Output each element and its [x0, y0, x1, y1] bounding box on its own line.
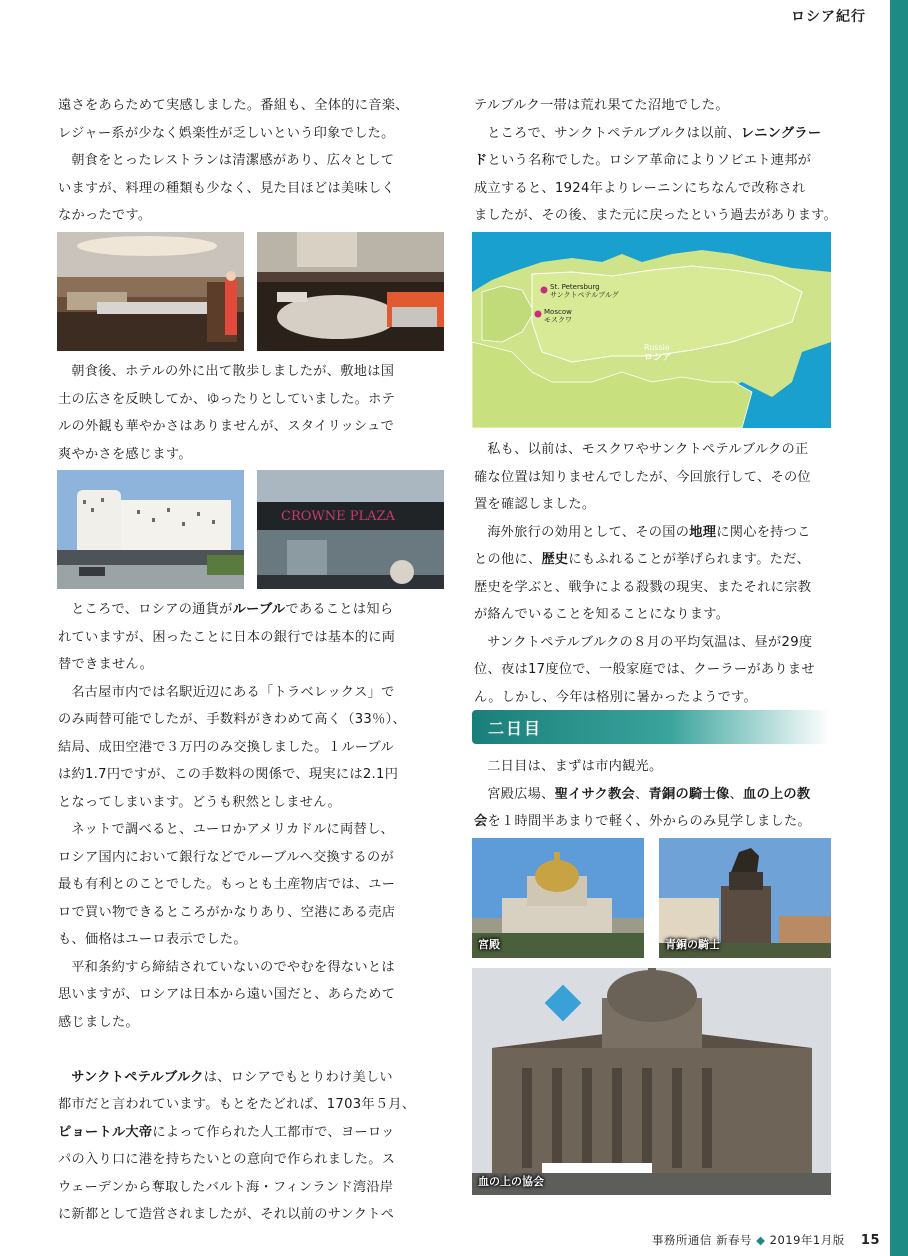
paragraph-line: 最も有利とのことでした。もっとも土産物店では、ユー	[58, 877, 396, 892]
paragraph-line: ん。しかし、今年は格別に暑かったようです。	[474, 689, 757, 705]
page-footer	[652, 1232, 880, 1248]
paragraph-line: 位、夜は17度位で、一般家庭では、クーラーがありませ	[474, 662, 815, 677]
hotel-exterior-photo	[57, 470, 244, 589]
section-heading-label: 二日目	[488, 719, 543, 738]
svg-text:CROWNE PLAZA: CROWNE PLAZA	[281, 509, 395, 524]
spacer	[58, 1036, 438, 1064]
map-label-russia-en: Russia	[644, 343, 670, 352]
paragraph-line: ピョートル大帝によって作られた人工都市で、ヨーロッ	[58, 1124, 395, 1140]
palace-photo	[472, 838, 644, 958]
paragraph-line: ルの外観も華やかさはありませんが、スタイリッシュで	[58, 419, 395, 434]
paragraph-line: 二日目は、まずは市内観光。	[487, 759, 663, 774]
paragraph-line: ロで買い物できるところがかなりあり、空港にある売店	[58, 904, 396, 920]
paragraph-line: レジャー系が少なく娯楽性が乏しいという印象でした。	[58, 125, 395, 141]
paragraph-line: も、価格はユーロ表示でした。	[58, 932, 247, 947]
paragraph-line: パの入り口に港を持ちたいとの意向で作られました。ス	[58, 1152, 396, 1167]
paragraph-line: 平和条約すら締結されていないのでやむを得ないとは	[71, 959, 395, 975]
paragraph-line: テルブルク一帯は荒れ果てた沼地でした。	[474, 98, 729, 113]
paragraph-line: 宮殿広場、聖イサク教会、青銅の騎士像、血の上の教	[487, 786, 811, 802]
paragraph-line: ロシア国内において銀行などでルーブルへ交換するのが	[58, 849, 394, 865]
russia-map	[472, 232, 831, 428]
footer-diamond-icon: ◆	[756, 1233, 766, 1247]
paragraph-line: ネットで調べると、ユーロかアメリカドルに両替し、	[71, 822, 394, 837]
paragraph-line: サンクトペテルブルクの８月の平均気温は、昼が29度	[487, 634, 813, 650]
paragraph-line: との他に、歴史にもふれることが挙げられます。ただ、	[474, 552, 811, 567]
paragraph-line: が絡んでいることを知ることになります。	[474, 607, 730, 622]
paragraph-line: となってしまいます。どうも釈然としません。	[58, 794, 341, 810]
page-number: 15	[860, 1233, 880, 1248]
left-column-middle	[58, 358, 438, 468]
paragraph-line: 爽やかさを感じます。	[58, 446, 192, 462]
paragraph-line: いますが、料理の種類も少なく、見た目ほどは美味しく	[58, 180, 395, 196]
paragraph-line: ドという名称でした。ロシア革命によりソビエト連邦が	[474, 153, 812, 168]
photo-caption-church: 血の上の協会	[478, 1175, 544, 1188]
paragraph-line: 確な位置は知りませんでしたが、今回旅行して、その位	[474, 469, 811, 485]
bronze-horseman-photo	[659, 838, 831, 958]
footer-date: 2019年1月版	[769, 1233, 845, 1247]
map-label-moscow-ja: モスクワ	[544, 316, 572, 324]
photo-caption-palace: 宮殿	[478, 938, 500, 951]
paragraph-line: に新都として造営されましたが、それ以前のサンクトペ	[58, 1207, 395, 1222]
paragraph-line: 朝食後、ホテルの外に出て散歩しましたが、敷地は国	[71, 364, 395, 379]
paragraph-line: 遠さをあらためて実感しました。番組も、全体的に音楽、	[58, 98, 409, 113]
paragraph-line: ところで、ロシアの通貨がルーブルであることは知ら	[71, 602, 394, 617]
sidebar-accent-bar	[890, 0, 908, 1256]
map-label-russia-ja: ロシア	[644, 353, 672, 363]
left-column-bottom	[58, 596, 438, 1229]
paragraph-line: なかったです。	[58, 208, 152, 223]
map-label-spb-ja: サンクトペテルブルグ	[550, 291, 619, 299]
paragraph-line: 都市だと言われています。もとをたどれば、1703年５月、	[58, 1097, 416, 1112]
paragraph-line: ウェーデンから奪取したバルト海・フィンランド湾沿岸	[58, 1179, 394, 1195]
left-column-top	[58, 92, 438, 230]
restaurant-photo-1	[57, 232, 244, 351]
paragraph-line: 海外旅行の効用として、その国の地理に関心を持つこ	[487, 524, 811, 540]
paragraph-line: ところで、サンクトペテルブルクは以前、レニングラー	[487, 125, 822, 141]
paragraph-line: 朝食をとったレストランは清潔感があり、広々として	[71, 153, 395, 168]
paragraph-line: のみ両替可能でしたが、手数料がきわめて高く（33％）、	[58, 712, 406, 727]
paragraph-line: 名古屋市内では名駅近辺にある「トラベレックス」で	[71, 684, 395, 700]
map-label-moscow-en: Moscow	[544, 308, 572, 316]
paragraph-line: 思いますが、ロシアは日本から遠い国だと、あらためて	[58, 987, 396, 1002]
paragraph-line: 替できません。	[58, 657, 154, 672]
paragraph-line: 感じました。	[58, 1014, 139, 1030]
photo-caption-bronze-horseman: 青銅の騎士	[665, 938, 720, 951]
restaurant-photo-2	[257, 232, 444, 351]
crowne-plaza-photo	[257, 470, 444, 589]
right-column-middle	[474, 436, 834, 711]
paragraph-line: は約1.7円ですが、この手数料の関係で、現実には2.1円	[58, 767, 399, 782]
church-photo	[472, 968, 831, 1195]
paragraph-line: 結局、成田空港で３万円のみ交換しました。１ルーブル	[58, 739, 394, 755]
section-title: ロシア紀行	[791, 9, 866, 25]
paragraph-line: 会を１時間半あまりで軽く、外からのみ見学しました。	[474, 814, 811, 829]
right-column-top	[474, 92, 838, 230]
paragraph-line: 置を確認しました。	[474, 497, 596, 512]
paragraph-line: 成立すると、1924年よりレーニンにちなんで改称され	[474, 180, 806, 196]
paragraph-line: れていますが、困ったことに日本の銀行では基本的に両	[58, 629, 396, 645]
paragraph-line: 私も、以前は、モスクワやサンクトペテルブルクの正	[487, 442, 809, 457]
map-label-spb-en: St. Petersburg	[550, 283, 600, 291]
section-heading-day-two	[472, 710, 830, 744]
paragraph-line: 歴史を学ぶと、戦争による殺戮の現実、またそれに宗教	[474, 579, 812, 595]
paragraph-line: 土の広さを反映してか、ゆったりとしていました。ホテ	[58, 391, 396, 407]
footer-publication: 事務所通信 新春号	[651, 1233, 752, 1247]
right-column-bottom	[474, 753, 834, 836]
paragraph-line: サンクトペテルブルクは、ロシアでもとりわけ美しい	[71, 1069, 393, 1085]
paragraph-line: ましたが、その後、また元に戻ったという過去があります。	[474, 208, 838, 223]
